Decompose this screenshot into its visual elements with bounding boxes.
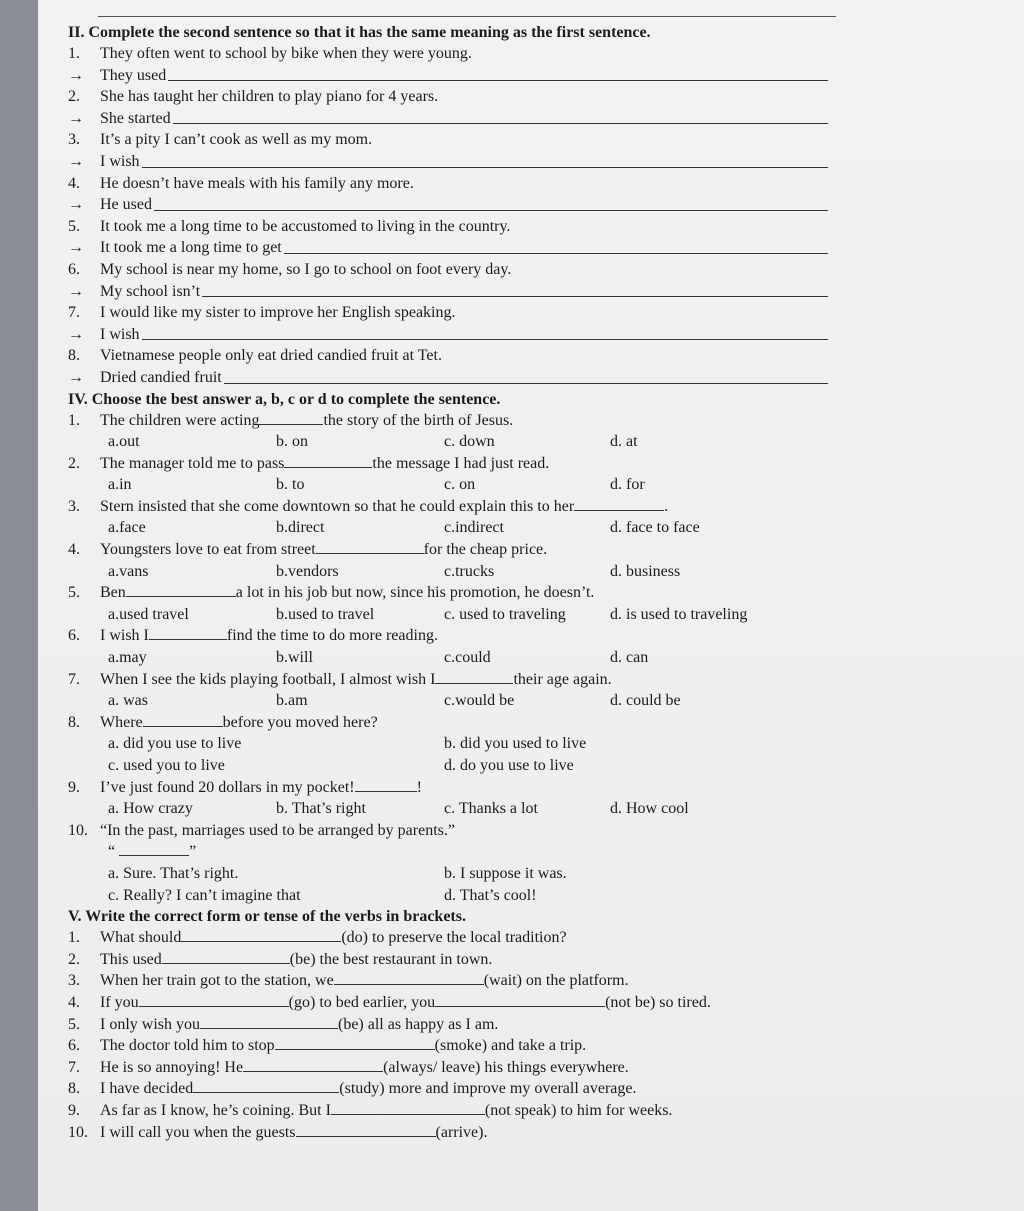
top-rule: [98, 16, 836, 17]
answer-option[interactable]: b. to: [276, 476, 305, 494]
question-number: 9.: [68, 1101, 80, 1119]
question-row: [68, 949, 828, 971]
question-text: This used: [100, 950, 162, 968]
answer-prompt: They used: [100, 66, 167, 84]
answer-blank[interactable]: [284, 453, 372, 468]
question-number: 1.: [68, 411, 80, 429]
answer-row: [68, 324, 828, 346]
answer-option[interactable]: d. How cool: [610, 800, 689, 818]
answer-line[interactable]: [173, 108, 828, 125]
question-row: [68, 1100, 828, 1122]
answer-option[interactable]: b. on: [276, 433, 308, 451]
quote-close: ”: [189, 843, 197, 861]
answer-row: [68, 108, 828, 130]
question-stem-start: Stern insisted that she come downtown so that he could explain this to her: [100, 497, 575, 515]
answer-option[interactable]: b.vendors: [276, 562, 339, 580]
question-stem-end: !: [416, 778, 422, 796]
answer-row: [68, 151, 828, 173]
question-number: 5.: [68, 1015, 80, 1033]
answer-option[interactable]: a.used travel: [108, 605, 189, 623]
question-row: [68, 302, 828, 324]
answer-option[interactable]: d. do you use to live: [444, 757, 574, 774]
question-text: (arrive).: [435, 1123, 488, 1141]
worksheet-page: [38, 0, 1024, 1211]
question-row: [68, 1078, 828, 1100]
option-row: [68, 517, 828, 539]
question-stem-start: I wish I: [100, 627, 149, 645]
arrow-icon: →: [68, 282, 84, 300]
answer-blank[interactable]: [355, 777, 417, 792]
question-stem-end: their age again.: [513, 670, 612, 688]
question-row: [68, 410, 828, 432]
answer-blank[interactable]: [296, 1122, 436, 1137]
answer-blank[interactable]: [435, 669, 513, 684]
question-text: (smoke) and take a trip.: [434, 1037, 587, 1055]
answer-option[interactable]: d. can: [610, 649, 649, 667]
answer-row: [68, 237, 828, 259]
answer-option[interactable]: c. Really? I can’t imagine that: [108, 886, 301, 904]
question-text: (not speak) to him for weeks.: [484, 1101, 673, 1119]
question-text: I would like my sister to improve her English speaking.: [100, 304, 456, 322]
answer-blank[interactable]: [435, 992, 605, 1007]
answer-option[interactable]: b.will: [276, 649, 313, 667]
answer-line[interactable]: [142, 324, 828, 341]
question-number: 6.: [68, 1037, 80, 1055]
question-text: (be) the best restaurant in town.: [289, 950, 493, 968]
question-stem-end: for the cheap price.: [423, 541, 548, 559]
answer-option[interactable]: d. business: [610, 562, 681, 580]
answer-row: [68, 367, 828, 389]
question-text: As far as I know, he’s coining. But I: [100, 1101, 331, 1119]
question-stem-end: before you moved here?: [222, 713, 378, 731]
question-row: [68, 1014, 828, 1036]
question-text: (not be) so tired.: [605, 993, 711, 1011]
question-number: 4.: [68, 993, 80, 1011]
answer-blank[interactable]: [119, 841, 189, 856]
question-number: 4.: [68, 541, 80, 559]
answer-option[interactable]: a.vans: [108, 562, 149, 580]
question-row: [68, 1035, 828, 1057]
question-stem-start: Youngsters love to eat from street: [100, 541, 316, 559]
question-stem-end: the message I had just read.: [372, 454, 550, 472]
answer-option[interactable]: c.indirect: [444, 519, 504, 537]
option-row: [68, 885, 828, 907]
question-text: (wait) on the platform.: [483, 972, 629, 990]
section-2-list: [68, 43, 828, 389]
answer-option[interactable]: a. was: [108, 692, 148, 710]
answer-option[interactable]: a.face: [108, 519, 146, 537]
section-2-title: II. Complete the second sentence so that it has the same meaning as the first sentence.: [68, 24, 651, 41]
answer-prompt: It took me a long time to get: [100, 239, 282, 257]
question-row: [68, 345, 828, 367]
question-number: 5.: [68, 217, 80, 235]
question-number: 9.: [68, 778, 80, 796]
answer-blank[interactable]: [331, 1100, 485, 1115]
answer-option[interactable]: b. That’s right: [276, 800, 366, 818]
section-5-title: V. Write the correct form or tense of the verbs in brackets.: [68, 908, 466, 926]
option-row: [68, 690, 828, 712]
answer-option[interactable]: c. down: [444, 433, 495, 451]
question-text: (study) more and improve my overall average.: [339, 1080, 637, 1098]
question-text: My school is near my home, so I go to school on foot every day.: [100, 260, 512, 278]
question-stem-end: find the time to do more reading.: [226, 627, 438, 645]
question-stem-end: .: [664, 497, 669, 515]
question-text: The doctor told him to stop: [100, 1037, 275, 1055]
answer-row: [68, 65, 828, 87]
answer-row: [68, 281, 828, 303]
answer-prompt: My school isn’t: [100, 282, 201, 300]
answer-blank[interactable]: [316, 539, 424, 554]
arrow-icon: →: [68, 66, 84, 84]
question-text: When her train got to the station, we: [100, 972, 334, 990]
answer-prompt: I wish: [100, 325, 140, 343]
question-text: Vietnamese people only eat dried candied fruit at Tet.: [100, 347, 442, 365]
answer-line[interactable]: [224, 367, 828, 384]
answer-option[interactable]: c. Thanks a lot: [444, 800, 538, 818]
option-row: [68, 798, 828, 820]
question-row: [68, 129, 828, 151]
quote-spacer: [68, 841, 108, 863]
answer-line[interactable]: [202, 281, 828, 298]
question-number: 4.: [68, 174, 80, 192]
question-row: [68, 259, 828, 281]
answer-option[interactable]: c. used to traveling: [444, 605, 566, 623]
question-number: 5.: [68, 584, 80, 602]
question-stem-end: the story of the birth of Jesus.: [323, 411, 514, 429]
question-number: 3.: [68, 972, 80, 990]
answer-line[interactable]: [284, 237, 828, 254]
question-number: 10.: [68, 1123, 88, 1141]
answer-option[interactable]: a.in: [108, 476, 132, 494]
question-row: [68, 43, 828, 65]
answer-option[interactable]: c.trucks: [444, 562, 495, 580]
answer-option[interactable]: b.am: [276, 692, 308, 710]
option-row: [68, 604, 828, 626]
quote-open: “: [108, 843, 116, 861]
option-row: [68, 561, 828, 583]
question-text: What should: [100, 929, 182, 947]
answer-blank[interactable]: [243, 1057, 383, 1072]
question-text: I have decided: [100, 1080, 194, 1098]
answer-option[interactable]: b. did you used to live: [444, 735, 587, 753]
answer-blank[interactable]: [275, 1035, 435, 1050]
answer-option[interactable]: b.used to travel: [276, 605, 375, 623]
answer-option[interactable]: a. How crazy: [108, 800, 193, 818]
answer-prompt: She started: [100, 109, 171, 127]
question-stem-end: a lot in his job but now, since his promotion, he doesn’t.: [235, 584, 595, 602]
answer-option[interactable]: d. for: [610, 476, 645, 494]
question-number: 2.: [68, 88, 80, 106]
arrow-icon: →: [68, 196, 84, 214]
question-row: [68, 86, 828, 108]
question-text: They often went to school by bike when they were young.: [100, 45, 472, 62]
answer-blank[interactable]: [200, 1014, 338, 1029]
question-text: She has taught her children to play piano for 4 years.: [100, 88, 439, 106]
option-row: [68, 474, 828, 496]
arrow-icon: →: [68, 325, 84, 343]
worksheet-content: [68, 22, 828, 1143]
question-row: [68, 453, 828, 475]
question-row: [68, 927, 828, 949]
question-row: [68, 712, 828, 734]
question-row: [68, 1122, 828, 1144]
question-stem-start: “In the past, marriages used to be arranged by parents.”: [100, 821, 455, 839]
question-number: 7.: [68, 670, 80, 688]
arrow-icon: →: [68, 152, 84, 170]
question-stem-start: I’ve just found 20 dollars in my pocket!: [100, 778, 355, 796]
answer-option[interactable]: d. at: [610, 433, 638, 451]
answer-option[interactable]: d. That’s cool!: [444, 886, 537, 904]
question-text: (always/ leave) his things everywhere.: [383, 1058, 629, 1076]
question-number: 8.: [68, 1080, 80, 1098]
answer-blank[interactable]: [139, 992, 289, 1007]
option-row: [68, 431, 828, 453]
question-text: It’s a pity I can’t cook as well as my mom.: [100, 131, 373, 149]
question-text: (be) all as happy as I am.: [338, 1015, 499, 1033]
question-row: [68, 539, 828, 561]
answer-option[interactable]: c. used you to live: [108, 757, 225, 774]
question-number: 2.: [68, 950, 80, 968]
option-row: [68, 863, 828, 885]
question-stem-start: The manager told me to pass: [100, 454, 285, 472]
answer-blank[interactable]: [162, 949, 290, 964]
question-text: I will call you when the guests: [100, 1123, 296, 1141]
question-number: 10.: [68, 821, 88, 839]
question-number: 6.: [68, 260, 80, 278]
answer-option[interactable]: b.direct: [276, 519, 325, 537]
question-stem-start: The children were acting: [100, 411, 260, 429]
question-stem-start: Where: [100, 713, 143, 731]
question-number: 3.: [68, 497, 80, 515]
answer-blank[interactable]: [193, 1078, 339, 1093]
question-number: 6.: [68, 627, 80, 645]
answer-option[interactable]: c. on: [444, 476, 476, 494]
question-row: [68, 1057, 828, 1079]
question-text: He doesn’t have meals with his family any more.: [100, 174, 414, 192]
question-text: I only wish you: [100, 1015, 200, 1033]
section-4-title: IV. Choose the best answer a, b, c or d to complete the sentence.: [68, 390, 501, 408]
answer-option[interactable]: a. Sure. That’s right.: [108, 864, 239, 882]
answer-option[interactable]: b. I suppose it was.: [444, 864, 567, 882]
question-row: [68, 173, 828, 195]
option-row: [68, 733, 828, 755]
question-text: (go) to bed earlier, you: [288, 993, 436, 1011]
question-row: [68, 582, 828, 604]
question-stem-start: When I see the kids playing football, I almost wish I: [100, 670, 436, 688]
question-row: [68, 669, 828, 691]
answer-line[interactable]: [168, 65, 828, 82]
answer-option[interactable]: d. face to face: [610, 519, 700, 537]
question-text: It took me a long time to be accustomed to living in the country.: [100, 217, 511, 235]
answer-prompt: I wish: [100, 152, 140, 170]
question-number: 7.: [68, 304, 80, 322]
answer-prompt: Dried candied fruit: [100, 368, 222, 386]
question-text: He is so annoying! He: [100, 1058, 244, 1076]
answer-option[interactable]: a.out: [108, 433, 140, 451]
arrow-icon: →: [68, 368, 84, 386]
question-number: 2.: [68, 454, 80, 472]
arrow-icon: →: [68, 239, 84, 257]
question-text: If you: [100, 993, 139, 1011]
answer-option[interactable]: d. could be: [610, 692, 681, 710]
question-row: [68, 970, 828, 992]
answer-blank[interactable]: [126, 582, 236, 597]
arrow-icon: →: [68, 109, 84, 127]
question-number: 8.: [68, 713, 80, 731]
question-row: [68, 820, 828, 842]
answer-line[interactable]: [154, 194, 828, 211]
quote-row: [68, 841, 828, 863]
answer-prompt: He used: [100, 196, 152, 214]
answer-blank[interactable]: [334, 970, 484, 985]
answer-option[interactable]: c.would be: [444, 692, 515, 710]
answer-blank[interactable]: [574, 496, 664, 511]
question-number: 1.: [68, 45, 80, 62]
question-number: 1.: [68, 929, 80, 947]
answer-option[interactable]: a.may: [108, 649, 147, 667]
answer-blank[interactable]: [181, 927, 341, 942]
question-row: [68, 777, 828, 799]
question-text: (do) to preserve the local tradition?: [341, 929, 567, 947]
question-row: [68, 216, 828, 238]
answer-option[interactable]: d. is used to traveling: [610, 605, 748, 623]
question-row: [68, 625, 828, 647]
question-row: [68, 992, 828, 1014]
answer-blank[interactable]: [149, 625, 227, 640]
section-4-list: [68, 410, 828, 907]
option-row: [68, 755, 828, 777]
question-row: [68, 496, 828, 518]
answer-row: [68, 194, 828, 216]
answer-blank[interactable]: [143, 712, 223, 727]
question-number: 8.: [68, 347, 80, 365]
question-number: 3.: [68, 131, 80, 149]
answer-blank[interactable]: [259, 410, 323, 425]
section-5-list: [68, 927, 828, 1143]
question-stem-start: Ben: [100, 584, 126, 602]
option-row: [68, 647, 828, 669]
answer-option[interactable]: a. did you use to live: [108, 735, 242, 753]
answer-line[interactable]: [142, 151, 828, 168]
answer-option[interactable]: c.could: [444, 649, 491, 667]
question-number: 7.: [68, 1058, 80, 1076]
